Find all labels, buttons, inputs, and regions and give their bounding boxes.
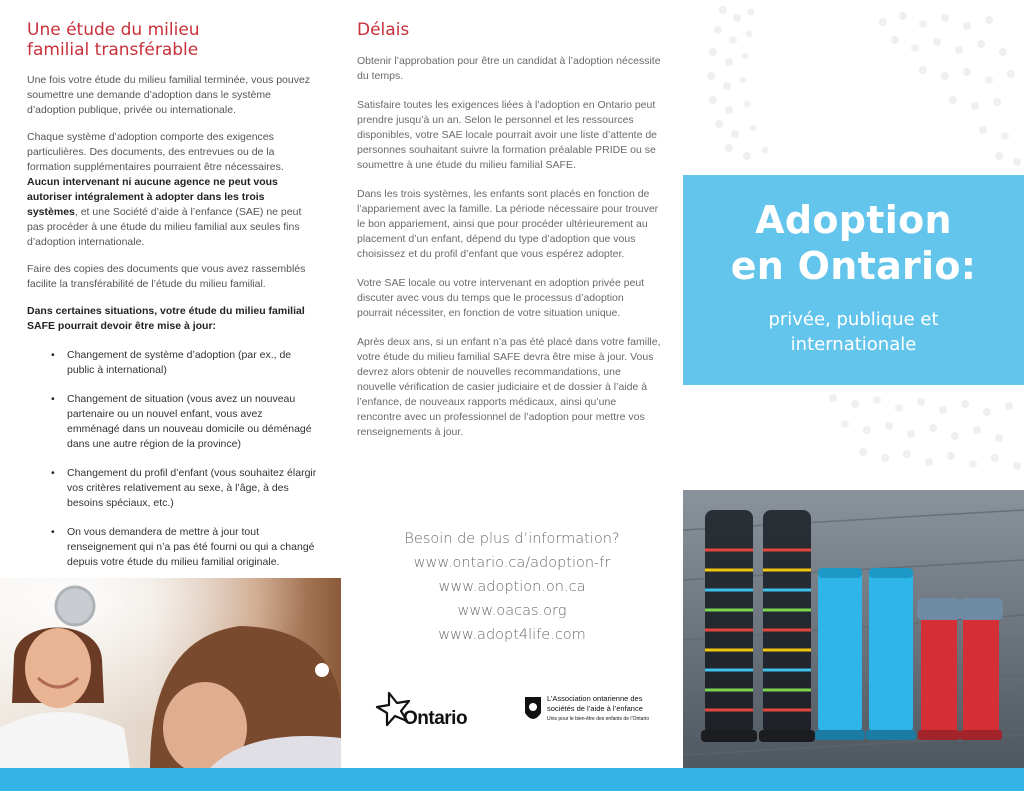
right-panel (683, 0, 1024, 791)
para2-start: Chaque système d’adoption comporte des exigences particulières. Des documents, des entrevues ou de la formation supplémentaires pourraient être nécessaires. (27, 131, 284, 173)
para2-bold: Aucun intervenant ni aucune agence ne peut vous autoriser intégralement à adopter dans les trois systèmes (27, 176, 278, 218)
timelines-heading: Délais (357, 20, 410, 40)
bullet-item: • Changement de situation (vous avez un nouveau partenaire ou un nouvel enfant, vous avez emménagé dans un nouveau domicile ou déménagé dans une autre région de la province) (27, 392, 317, 452)
update-intro-bold: Dans certaines situations, votre étude du milieu familial SAFE pourrait devoir être mise à jour: (27, 305, 305, 332)
update-bullet-list (27, 348, 317, 570)
middle-paragraph: Dans les trois systèmes, les enfants sont placés en fonction de l’appariement avec la famille. La période nécessaire pour trouver le bon appariement, ainsi que pour procéder ultérieurement au placement d’un enfant, dépend du type d’adoption que vous choisissez et du profil d’enfant que vous espérez adopter. (357, 188, 659, 260)
rain-boots-illustration (683, 490, 1024, 768)
left-paragraph-2 (27, 130, 317, 250)
bullet-item: • Changement du profil d’enfant (vous souhaitez élargir vos critères relativement au sexe, à l’âge, à des besoins spéciaux, etc.) (27, 466, 317, 511)
dot-cluster-bottom (829, 394, 1021, 470)
logos-row (341, 685, 683, 735)
oacas-logo-tagline: Unis pour le bien-être des enfants de l’Ontario (547, 716, 650, 722)
bullet-item: • Changement de système d’adoption (par ex., de public à international) (27, 348, 317, 378)
left-paragraph-3: Faire des copies des documents que vous avez rassemblés facilite la transférabilité de l’étude du milieu familial. (27, 263, 306, 290)
transferable-study-heading (27, 20, 317, 60)
middle-paragraph: Après deux ans, si un enfant n’a pas été placé dans votre famille, votre étude du milieu familial SAFE devra être mise à jour. Vous devrez alors obtenir de nouvelles recommandations, une nouvelle vérification de casier judiciaire et de dossier à l’aide à l’enfance, de nouveaux rapports médicaux, ainsi qu’une rencontre avec un professionnel de l’adoption pour mettre vos renseignements à jour. (357, 336, 661, 438)
bullet-item: • On vous demandera de mettre à jour tout renseignement qui n’a pas été fourni ou qui a changé depuis votre étude du milieu familial originale. (27, 525, 317, 570)
oacas-logo-line1: L’Association ontarienne des (547, 694, 643, 703)
left-paragraph-1: Une fois votre étude du milieu familial terminée, vous pouvez soumettre une demande d’adoption dans le système d’adoption publique, privée ou internationale. (27, 74, 311, 116)
subtitle-line-1: privée, publique et (768, 309, 939, 330)
bottom-accent-bar (0, 768, 1024, 791)
more-info-question: Besoin de plus d’information? (404, 531, 620, 547)
title-line-2: en Ontario: (730, 244, 977, 288)
photo-women-illustration (0, 578, 341, 768)
oacas-hand-icon (525, 697, 541, 719)
middle-paragraph: Satisfaire toutes les exigences liées à l’adoption en Ontario peut prendre jusqu’à un an. Selon le personnel et les ressources disponibles, votre SAE locale pourrait avoir une liste d’attente de personnes souhaitant suivre la formation préalable PRIDE ou se soumettre à une étude du milieu familial SAFE. (357, 99, 658, 171)
para2-end: , et une Société d’aide à l’enfance (SAE) ne peut pas procéder à une étude du milieu familial aux seules fins d’adoption internationale. (27, 206, 302, 248)
middle-panel (341, 0, 683, 791)
title-banner (683, 175, 1024, 385)
more-info-block (341, 527, 683, 647)
photo-rain-boots (683, 490, 1024, 768)
middle-content (357, 20, 662, 454)
link-ontario[interactable]: www.ontario.ca/adoption-fr (413, 555, 611, 571)
update-intro (27, 304, 317, 334)
link-adoption[interactable]: www.adoption.on.ca (438, 579, 586, 595)
middle-paragraph: Obtenir l’approbation pour être un candidat à l’adoption nécessite du temps. (357, 55, 661, 82)
dot-cluster-top (707, 6, 1021, 166)
title-line-1: Adoption (755, 198, 952, 242)
left-content (27, 20, 317, 584)
link-oacas[interactable]: www.oacas.org (457, 603, 567, 619)
partner-logos (341, 685, 683, 735)
ontario-logo-text: Ontario (403, 708, 468, 729)
heading-line-2: familial transférable (27, 40, 199, 60)
oacas-logo-line2: sociétés de l’aide à l’enfance (547, 704, 643, 713)
photo-women-consultation (0, 578, 341, 768)
heading-line-1: Une étude du milieu (27, 20, 200, 40)
link-adopt4life[interactable]: www.adopt4life.com (438, 627, 586, 643)
left-panel (0, 0, 341, 791)
title-wrap (683, 175, 1024, 289)
subtitle (683, 307, 1024, 357)
middle-paragraph: Votre SAE locale ou votre intervenant en adoption privée peut discuter avec vous du temps que le processus d’adoption pourrait nécessiter, en fonction de votre situation unique. (357, 277, 645, 319)
subtitle-line-2: internationale (790, 334, 917, 355)
